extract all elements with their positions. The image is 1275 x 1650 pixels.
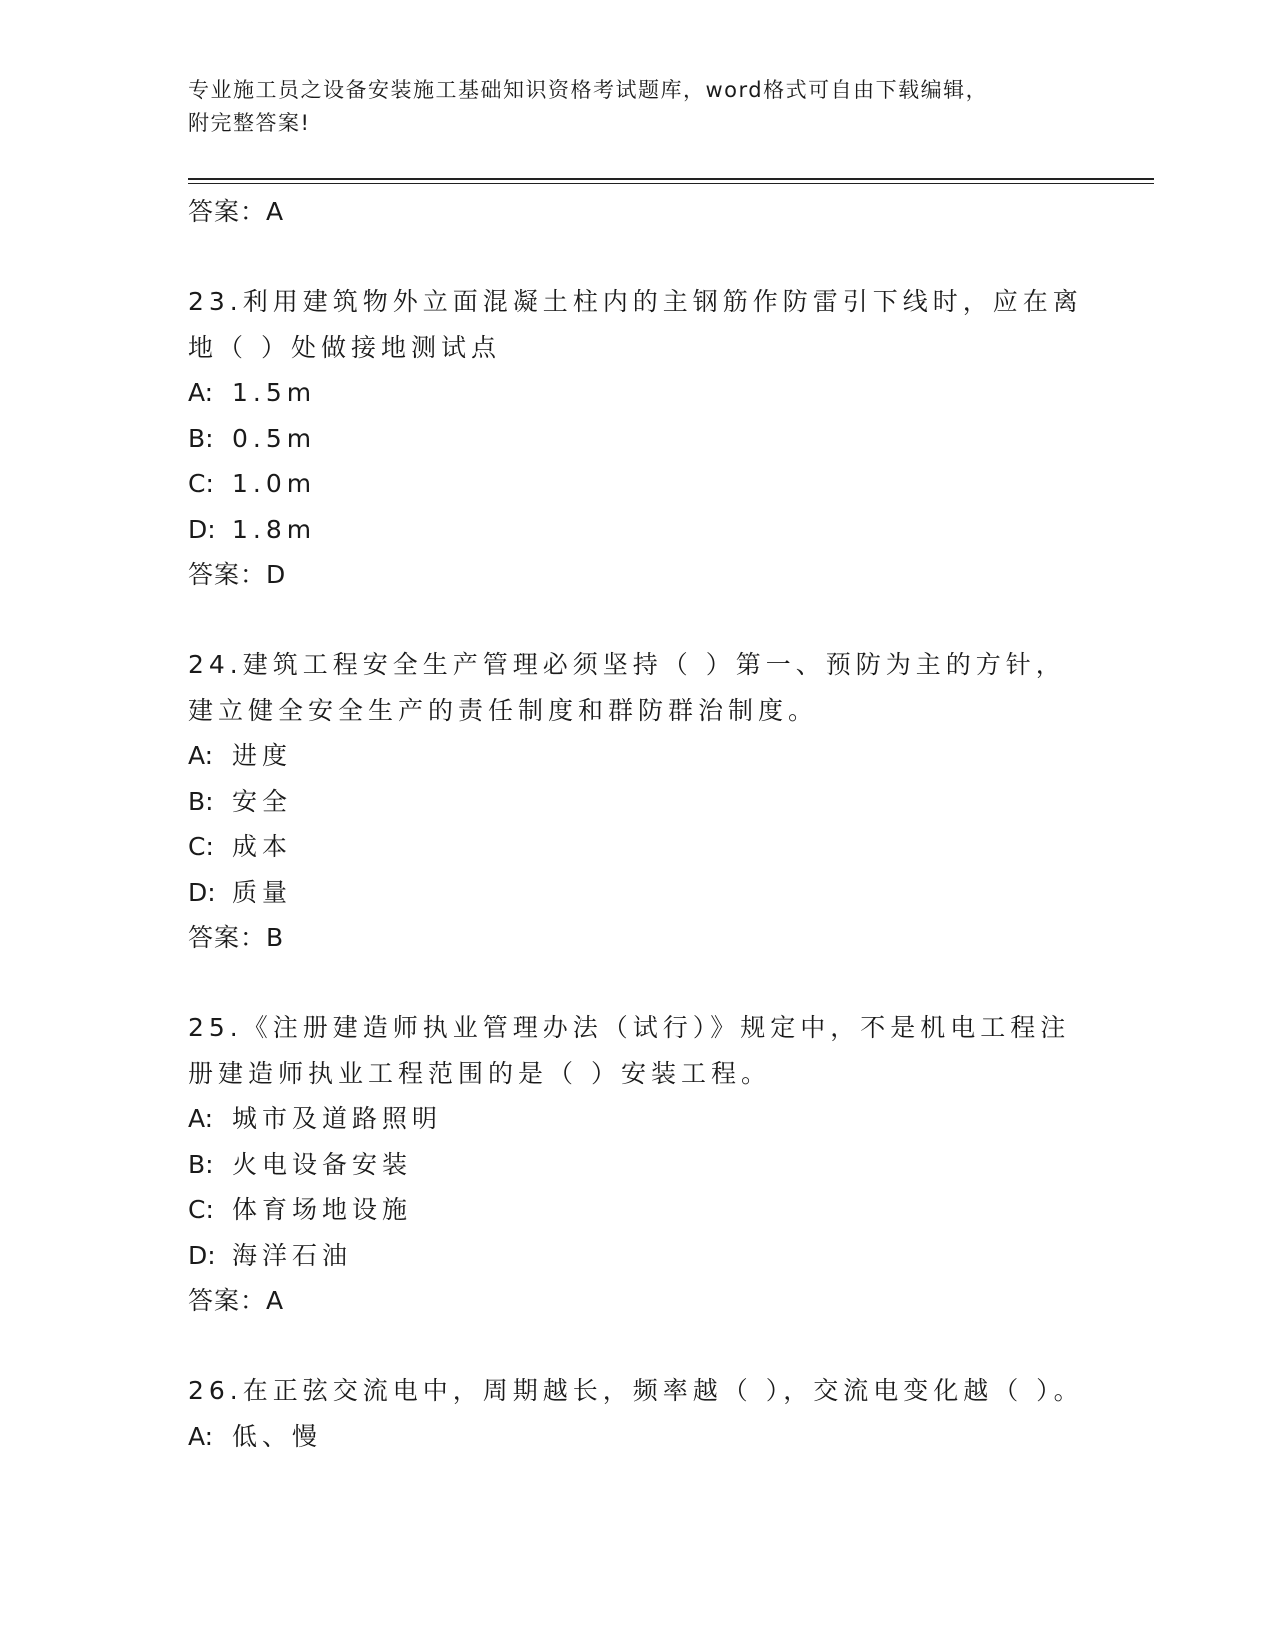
option-c — [188, 1187, 1088, 1233]
option-letter: D: — [188, 877, 216, 907]
option-d — [188, 1233, 1088, 1279]
option-text: 城市及道路照明 — [232, 1104, 443, 1133]
option-b — [188, 779, 1088, 825]
option-letter: B: — [188, 1149, 214, 1179]
option-letter: C: — [188, 1195, 214, 1224]
option-text: 0.5m — [232, 423, 317, 453]
question-text: 24.建筑工程安全生产管理必须坚持（ ）第一、预防为主的方针，建立健全安全生产的责任制度和群防群治制度。 — [188, 650, 1066, 725]
answer-line: 答案：A — [188, 1286, 285, 1315]
answer-line: 答案：B — [188, 923, 285, 952]
option-text: 1.8m — [232, 514, 317, 544]
question-23 — [188, 279, 1088, 598]
document-header — [188, 74, 1088, 140]
option-letter: A: — [188, 741, 214, 770]
spacer — [188, 598, 1088, 642]
question-text: 26.在正弦交流电中，周期越长，频率越（ ），交流电变化越（ ）。 — [188, 1376, 1084, 1405]
spacer — [188, 1324, 1088, 1368]
option-text: 海洋石油 — [232, 1240, 353, 1270]
option-a — [188, 1414, 1088, 1460]
option-text: 体育场地设施 — [232, 1195, 413, 1224]
option-letter: B: — [188, 786, 214, 816]
previous-answer: 答案：A — [188, 197, 285, 226]
option-letter: A: — [188, 1421, 214, 1451]
option-letter: D: — [188, 1240, 216, 1270]
option-text: 安全 — [232, 786, 293, 816]
option-b — [188, 416, 1088, 462]
spacer — [188, 235, 1088, 279]
answer-line: 答案：D — [188, 560, 287, 589]
option-text: 火电设备安装 — [232, 1149, 413, 1179]
option-text: 质量 — [232, 877, 293, 907]
header-line-2: 附完整答案! — [188, 111, 311, 135]
option-a — [188, 1096, 1088, 1142]
option-letter: B: — [188, 423, 214, 453]
option-text: 1.0m — [232, 469, 317, 498]
option-text: 1.5m — [232, 378, 317, 407]
option-text: 进度 — [232, 741, 293, 770]
question-list — [188, 189, 1088, 1459]
option-letter: D: — [188, 514, 216, 544]
option-letter: C: — [188, 832, 214, 861]
question-26 — [188, 1368, 1088, 1459]
header-line-1: 专业施工员之设备安装施工基础知识资格考试题库，word格式可自由下载编辑， — [188, 78, 989, 102]
option-b — [188, 1142, 1088, 1188]
option-text: 成本 — [232, 832, 293, 861]
option-a — [188, 370, 1088, 416]
option-letter: C: — [188, 469, 214, 498]
option-letter: A: — [188, 1104, 214, 1133]
option-c — [188, 824, 1088, 870]
option-letter: A: — [188, 378, 214, 407]
option-d — [188, 507, 1088, 553]
question-text: 25.《注册建造师执业管理办法（试行）》规定中，不是机电工程注册建造师执业工程范围的是（ ）安装工程。 — [188, 1013, 1071, 1088]
header-rule-thin — [188, 183, 1154, 184]
question-text: 23.利用建筑物外立面混凝土柱内的主钢筋作防雷引下线时，应在离地（ ）处做接地测试点 — [188, 287, 1083, 362]
question-25 — [188, 1005, 1088, 1324]
option-c — [188, 461, 1088, 507]
option-d — [188, 870, 1088, 916]
question-24 — [188, 642, 1088, 961]
header-rule-thick — [188, 178, 1154, 180]
option-a — [188, 733, 1088, 779]
option-text: 低、慢 — [232, 1421, 323, 1451]
spacer — [188, 961, 1088, 1005]
